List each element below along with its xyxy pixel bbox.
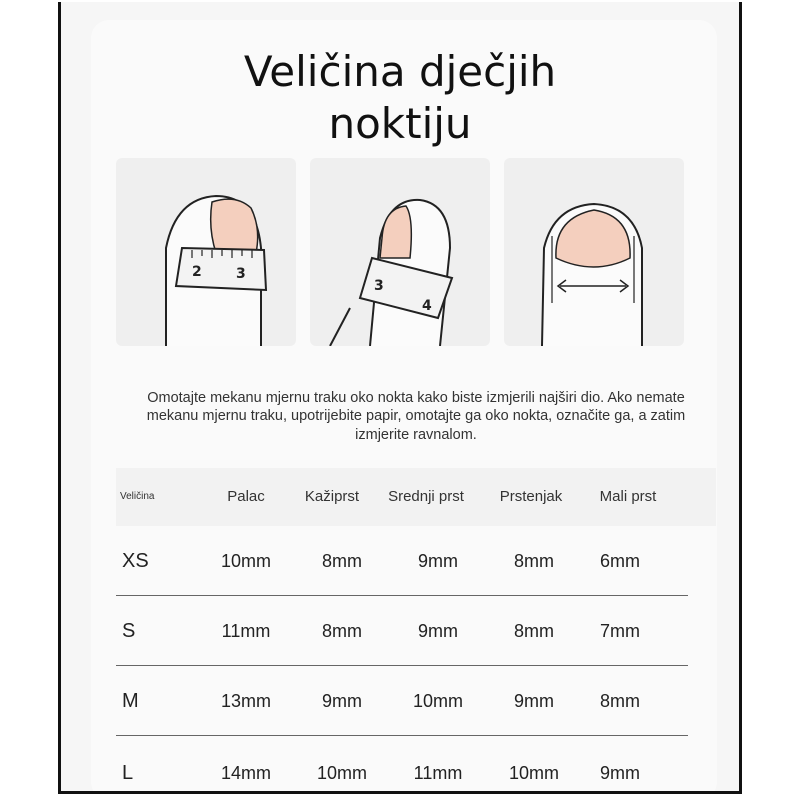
table-cell: 9mm xyxy=(418,550,458,571)
table-cell: 13mm xyxy=(220,690,271,711)
nail-width-arrow-icon xyxy=(504,158,684,346)
table-cell: 8mm xyxy=(514,550,554,571)
illustration-nail-width xyxy=(504,158,684,346)
table-cell: 10mm xyxy=(412,690,463,711)
table-cell: 7mm xyxy=(600,620,640,641)
size-label: S xyxy=(122,619,136,642)
header-thumb: Palac xyxy=(227,488,265,505)
table-cell: 11mm xyxy=(413,762,463,783)
table-cell: 9mm xyxy=(418,620,458,641)
header-index: Kažiprst xyxy=(304,488,360,505)
header-little: Mali prst xyxy=(599,488,657,505)
title-line-1: Veličina dječjih xyxy=(243,47,557,97)
finger-measuring-tape-icon xyxy=(310,158,490,346)
table-cell: 9mm xyxy=(514,690,554,711)
tape-number: 2 xyxy=(192,264,202,280)
table-cell: 8mm xyxy=(600,690,640,711)
table-cell: 9mm xyxy=(322,690,362,711)
table-row xyxy=(116,526,688,596)
table-cell: 10mm xyxy=(220,550,271,571)
header-size: Veličina xyxy=(120,491,155,502)
tape-number: 3 xyxy=(236,266,246,282)
table-cell: 8mm xyxy=(514,620,554,641)
size-label: XS xyxy=(122,549,149,572)
table-cell: 6mm xyxy=(600,550,640,571)
table-cell: 10mm xyxy=(508,762,559,783)
size-label: M xyxy=(122,689,139,712)
tape-number: 3 xyxy=(374,278,384,294)
table-cell: 10mm xyxy=(316,762,367,783)
page-title xyxy=(0,46,800,150)
table-cell: 8mm xyxy=(322,550,362,571)
table-header xyxy=(116,468,716,526)
table-cell: 9mm xyxy=(600,762,640,783)
row-divider xyxy=(116,735,688,736)
header-middle: Srednji prst xyxy=(388,488,464,505)
tape-number: 4 xyxy=(422,298,432,314)
header-ring: Prstenjak xyxy=(499,488,563,505)
table-cell: 8mm xyxy=(322,620,362,641)
thumb-measuring-tape-icon xyxy=(116,158,296,346)
table-cell: 11mm xyxy=(221,620,271,641)
table-cell: 14mm xyxy=(220,762,271,783)
size-label: L xyxy=(122,761,134,784)
measuring-instructions: Omotajte mekanu mjernu traku oko nokta kako biste izmjerili najširi dio. Ako nemate mekanu mjernu traku, upotrijebite papir, omotajte ga oko nokta, označite ga, a zatim izmjerite ravnalom. xyxy=(146,389,686,443)
illustration-row xyxy=(56,158,692,346)
table-row xyxy=(116,666,688,736)
title-line-2: noktiju xyxy=(328,99,472,149)
table-row xyxy=(116,738,688,808)
table-row xyxy=(116,596,688,666)
illustration-thumb xyxy=(116,158,296,346)
illustration-finger xyxy=(310,158,490,346)
